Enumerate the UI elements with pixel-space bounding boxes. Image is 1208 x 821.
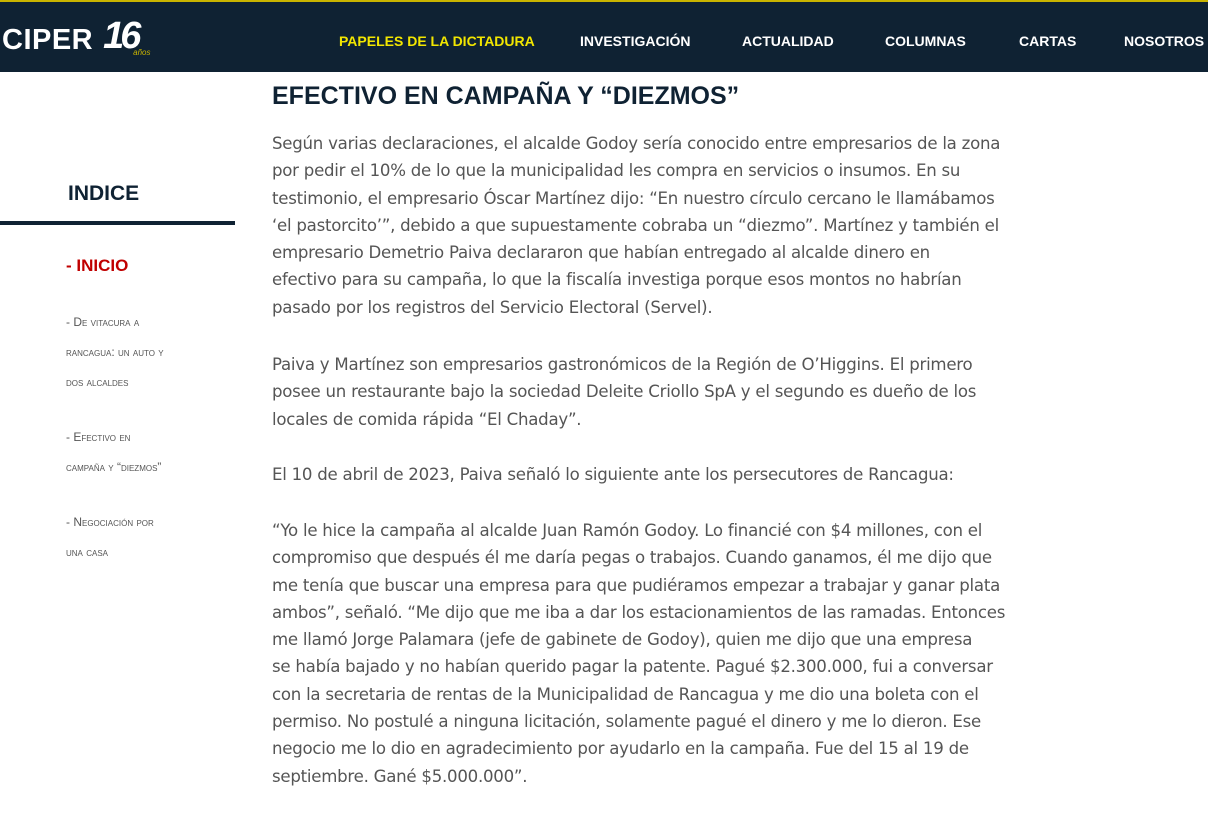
paragraph-line: se había bajado y no habían querido pagar la patente. Pagué $2.300.000, fui a conversar xyxy=(272,657,993,677)
anniversary-label: años xyxy=(133,48,151,57)
toc-item-line: rancagua: un auto y xyxy=(66,345,164,359)
index-divider xyxy=(0,221,235,225)
ciper-logo[interactable] xyxy=(2,15,151,62)
toc-item-negociacion-por-una-casa[interactable] xyxy=(66,507,241,567)
paragraph-line: ‘el pastorcito’”, debido a que supuestamente cobraba un “diezmo”. Martínez y también el xyxy=(272,215,999,235)
toc-item-line: - De vitacura a xyxy=(66,315,140,329)
toc-item-line: - Negociación por xyxy=(66,515,154,529)
nav-columnas[interactable]: COLUMNAS xyxy=(885,33,966,49)
nav-cartas[interactable]: CARTAS xyxy=(1019,33,1077,49)
top-navigation-bar xyxy=(0,0,1208,72)
paragraph-line: Según varias declaraciones, el alcalde Godoy sería conocido entre empresarios de la zona xyxy=(272,134,1001,153)
article-paragraph xyxy=(272,461,1122,488)
toc-item-inicio[interactable]: - INICIO xyxy=(66,256,129,275)
anniversary-badge xyxy=(103,15,151,62)
section-heading: EFECTIVO EN CAMPAÑA Y “DIEZMOS” xyxy=(272,82,740,110)
paragraph-line: locales de comida rápida “El Chaday”. xyxy=(272,409,582,429)
logo-text: CIPER xyxy=(2,23,94,56)
paragraph-line: me tenía que buscar una empresa para que pudiéramos empezar a trabajar y ganar plata xyxy=(272,575,1000,595)
paragraph-line: testimonio, el empresario Óscar Martínez dijo: “En nuestro círculo cercano le llamábamos xyxy=(272,188,995,208)
toc-item-de-vitacura-a-rancagua[interactable] xyxy=(66,307,241,397)
paragraph-line: efectivo para su campaña, lo que la fiscalía investiga porque esos montos no habrían xyxy=(272,270,962,290)
quote-paragraph xyxy=(272,517,1122,790)
index-title: INDICE xyxy=(68,182,140,205)
nav-investigacion[interactable]: INVESTIGACIÓN xyxy=(580,33,691,49)
paragraph-line: pasado por los registros del Servicio Electoral (Servel). xyxy=(272,297,713,317)
paragraph-line: El 10 de abril de 2023, Paiva señaló lo siguiente ante los persecutores de Rancagua: xyxy=(272,465,954,484)
paragraph-line: permiso. No postulé a ninguna licitación, solamente pagué el dinero y me lo dieron. Ese xyxy=(272,712,982,732)
toc-item-line: campaña y “diezmos” xyxy=(66,460,162,474)
toc-item-line: dos alcaldes xyxy=(66,375,129,389)
paragraph-line: empresario Demetrio Paiva declararon que habían entregado al alcalde dinero en xyxy=(272,243,930,263)
article-paragraph xyxy=(272,130,1122,321)
nav-actualidad[interactable]: ACTUALIDAD xyxy=(742,33,834,49)
paragraph-line: “Yo le hice la campaña al alcalde Juan Ramón Godoy. Lo financié con $4 millones, con el xyxy=(272,521,983,540)
paragraph-line: septiembre. Gané $5.000.000”. xyxy=(272,766,528,786)
article-paragraph xyxy=(272,351,1122,433)
paragraph-line: posee un restaurante bajo la sociedad Deleite Criollo SpA y el segundo es dueño de los xyxy=(272,382,977,402)
paragraph-line: con la secretaria de rentas de la Municipalidad de Rancagua y me dio una boleta con el xyxy=(272,684,979,704)
paragraph-line: me llamó Jorge Palamara (jefe de gabinete de Godoy), quien me dijo que una empresa xyxy=(272,630,973,650)
nav-nosotros[interactable]: NOSOTROS xyxy=(1124,33,1205,49)
nav-papeles-dictadura[interactable]: PAPELES DE LA DICTADURA xyxy=(339,33,535,49)
toc-item-line: una casa xyxy=(66,545,109,559)
paragraph-line: compromiso que después él me daría pegas o trabajos. Cuando ganamos, él me dijo que xyxy=(272,548,992,568)
paragraph-line: ambos”, señaló. “Me dijo que me iba a dar los estacionamientos de las ramadas. Entonces xyxy=(272,602,1006,622)
anniversary-number: 16 xyxy=(103,15,138,57)
toc-item-line: - Efectivo en xyxy=(66,430,131,444)
paragraph-line: Paiva y Martínez son empresarios gastronómicos de la Región de O’Higgins. El primero xyxy=(272,355,973,374)
paragraph-line: por pedir el 10% de lo que la municipalidad les compra en servicios o insumos. En su xyxy=(272,161,961,181)
toc-item-efectivo-en-campana[interactable] xyxy=(66,422,241,482)
paragraph-line: negocio me lo dio en agradecimiento por ayudarlo en la campaña. Fue del 15 al 19 de xyxy=(272,739,969,759)
